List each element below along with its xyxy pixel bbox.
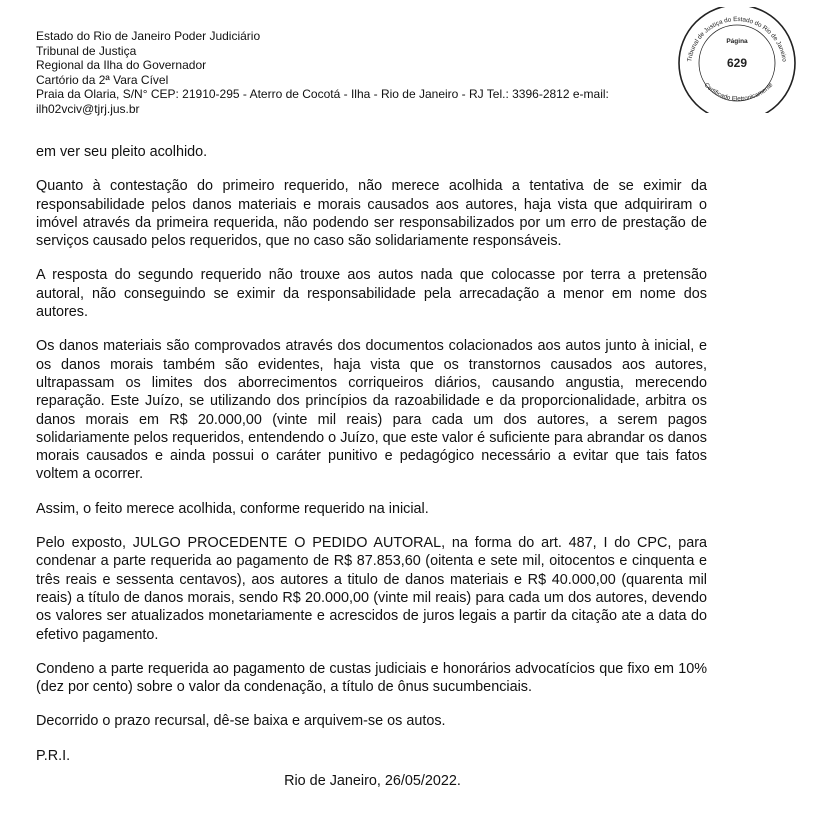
paragraph-conclusion: Assim, o feito merece acolhida, conforme requerido na inicial.: [36, 500, 429, 517]
stamp-page-label: Página: [726, 38, 748, 45]
stamp-bottom-text: Certificado Eletronicamente: [702, 81, 775, 103]
court-header: [36, 29, 656, 116]
paragraph-ruling: Pelo exposto, JULGO PROCEDENTE O PEDIDO AUTORAL, na forma do art. 487, I do CPC, para condenar a parte requerida ao pagamento de R$ 87.853,60 (oitenta e sete mil, oitocentos e cinquenta e três reais e sessenta centavos), aos autores a titulo de danos materiais e R$ 40.000,00 (quarenta mil reais) a título de danos morais, sendo R$ 20.000,00 (vinte mil reais) para cada um dos autores, devendo os valores ser atualizados monetariamente e acrescidos de juros legais a partir da citação ate a data do efetivo pagamento.: [36, 535, 707, 643]
paragraph-intro: em ver seu pleito acolhido.: [36, 144, 208, 160]
header-court-line: Tribunal de Justiça: [36, 43, 137, 58]
paragraph-archive: Decorrido o prazo recursal, dê-se baixa e arquivem-se os autos.: [36, 713, 446, 730]
stamp-page-number: 629: [726, 56, 748, 70]
stamp-top-text: Tribunal de Justiça do Estado do Rio de Janeiro: [686, 15, 788, 63]
paragraph-first-defendant: Quanto à contestação do primeiro requerido, não merece acolhida a tentativa de se eximir da responsabilidade pelos danos materiais e morais causados aos autores, haja vista que adquiriram o imóvel através da primeira requerida, não podendo ser responsabilizados por um erro de prestação de serviços causado pelos requeridos, que no caso são solidariamente responsáveis.: [36, 178, 707, 250]
header-registry-line: Cartório da 2ª Vara Cível: [36, 72, 169, 87]
place-and-date: Rio de Janeiro, 26/05/2022.: [284, 773, 461, 789]
electronic-certification-stamp: [674, 7, 800, 113]
header-address-line: Praia da Olaria, S/N° CEP: 21910-295 - Aterro de Cocotá - Ilha - Rio de Janeiro - RJ Tel.: 3396-2812 e-mail:: [36, 87, 609, 101]
paragraph-pri: P.R.I.: [36, 747, 71, 764]
header-email-line: ilh02vciv@tjrj.jus.br: [36, 101, 140, 116]
paragraph-damages: Os danos materiais são comprovados através dos documentos colacionados aos autos junto à inicial, e os danos morais também são evidentes, haja vista que os transtornos causados aos autores, ultrapassam os limites dos aborrecimentos corriqueiros diários, causando angustia, merecendo reparação. Este Juízo, se utilizando dos princípios da razoabilidade e da proporcionalidade, arbitra os danos morais em R$ 20.000,00 (vinte mil reais) para cada um dos autores, a serem pagos solidariamente pelos requeridos, entendendo o Juízo, que este valor é suficiente para abrandar os danos morais causados e ainda possui o caráter punitivo e pedagógico necessário a evitar que tais fatos voltem a ocorrer.: [36, 338, 707, 483]
paragraph-costs: Condeno a parte requerida ao pagamento de custas judiciais e honorários advocatícios que fixo em 10% (dez por cento) sobre o valor da condenação, a título de ônus sucumbenciais.: [36, 660, 707, 696]
decision-body: [36, 143, 707, 781]
header-regional-line: Regional da Ilha do Governador: [36, 58, 207, 72]
header-state-line: Estado do Rio de Janeiro Poder Judiciário: [36, 29, 261, 43]
paragraph-second-defendant: A resposta do segundo requerido não trouxe aos autos nada que colocasse por terra a pretensão autoral, não conseguindo se eximir da responsabilidade pela arrecadação a menor em nome dos autores.: [36, 267, 707, 321]
